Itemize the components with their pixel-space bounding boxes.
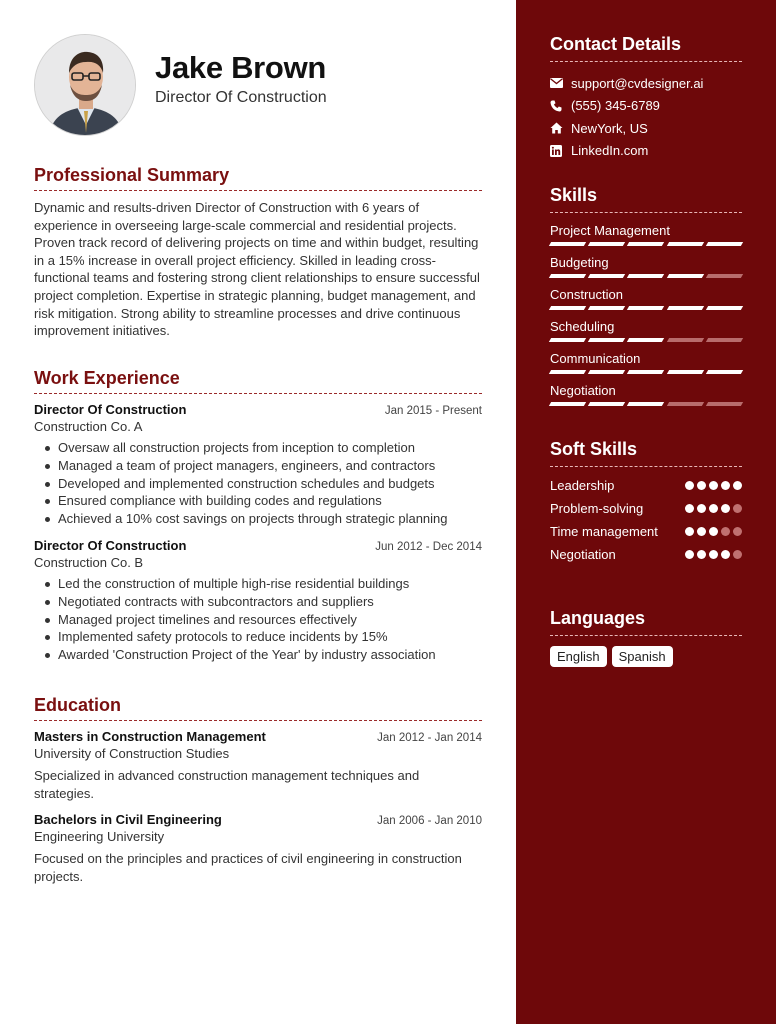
soft-skill-row bbox=[550, 523, 742, 541]
skill-level-segment bbox=[549, 370, 587, 374]
phone-text: (555) 345-6789 bbox=[571, 98, 660, 114]
candidate-name: Jake Brown bbox=[155, 50, 327, 85]
soft-skill-rating bbox=[685, 500, 742, 513]
skill-level-segment bbox=[627, 338, 665, 342]
skill-name: Communication bbox=[550, 351, 641, 366]
experience-section bbox=[34, 368, 482, 664]
skill-name: Project Management bbox=[550, 223, 670, 238]
skill-level-segment bbox=[666, 242, 704, 246]
rating-dot bbox=[697, 481, 706, 490]
section-title-experience: Work Experience bbox=[34, 368, 482, 394]
skill-level-segment bbox=[627, 402, 665, 406]
soft-skill-name: Leadership bbox=[550, 478, 615, 493]
summary-section bbox=[34, 165, 482, 340]
skill-level-segment bbox=[666, 274, 704, 278]
skill-level-segment bbox=[549, 402, 587, 406]
rating-dot bbox=[685, 527, 694, 536]
soft-skills-section bbox=[550, 439, 742, 569]
rating-dot bbox=[685, 504, 694, 513]
skill-level-segment bbox=[666, 338, 704, 342]
section-title-languages: Languages bbox=[550, 608, 742, 636]
degree-title: Bachelors in Civil Engineering bbox=[34, 812, 222, 828]
school-name: Engineering University bbox=[34, 829, 165, 845]
skill-level-segment bbox=[549, 306, 587, 310]
list-item: Achieved a 10% cost savings on projects through strategic planning bbox=[34, 510, 482, 528]
phone-icon bbox=[550, 100, 571, 112]
skill-name: Budgeting bbox=[550, 255, 609, 270]
job-bullets bbox=[34, 439, 482, 528]
contact-location bbox=[550, 117, 742, 140]
rating-dot bbox=[721, 481, 730, 490]
skill-name: Scheduling bbox=[550, 319, 615, 334]
rating-dot bbox=[709, 527, 718, 536]
skill-level-segment bbox=[549, 242, 587, 246]
soft-skill-rating bbox=[685, 546, 742, 559]
rating-dot bbox=[685, 550, 694, 559]
contact-section bbox=[550, 34, 742, 162]
rating-dot bbox=[697, 550, 706, 559]
education-entry bbox=[34, 812, 482, 885]
rating-dot bbox=[709, 504, 718, 513]
linkedin-icon bbox=[550, 145, 571, 157]
location-text: NewYork, US bbox=[571, 120, 648, 136]
rating-dot bbox=[709, 481, 718, 490]
skill-level-segment bbox=[627, 370, 665, 374]
summary-text: Dynamic and results-driven Director of Construction with 6 years of experience in overseeing large-scale commercial and residential projects. Proven track record of delivering projects on time and within budget, resulting in a 15% increase in overall project efficiency. Skilled in leading cross-functional teams and fostering strong client relationships to ensure successful project completion. Expertise in strategic planning, budget management, and risk mitigation. Strong ability to streamline processes and drive continuous improvement initiatives. bbox=[34, 200, 480, 339]
linkedin-text: LinkedIn.com bbox=[571, 143, 649, 159]
education-description: Focused on the principles and practices of civil engineering in construction projects. bbox=[34, 851, 462, 884]
school-name: University of Construction Studies bbox=[34, 746, 230, 761]
rating-dot bbox=[721, 550, 730, 559]
profile-photo bbox=[34, 34, 136, 136]
rating-dot bbox=[721, 527, 730, 536]
skill-level-bar bbox=[550, 370, 742, 374]
resume-header bbox=[34, 0, 482, 150]
skill-level-segment bbox=[627, 306, 665, 310]
job-company: Construction Co. A bbox=[34, 419, 143, 434]
skill-level-segment bbox=[627, 242, 665, 246]
rating-dot bbox=[685, 481, 694, 490]
list-item: Oversaw all construction projects from inception to completion bbox=[34, 439, 482, 457]
education-section bbox=[34, 695, 482, 885]
list-item: Implemented safety protocols to reduce incidents by 15% bbox=[34, 628, 482, 646]
rating-dot bbox=[697, 527, 706, 536]
soft-skill-name: Problem-solving bbox=[550, 501, 644, 516]
list-item: Awarded 'Construction Project of the Year' by industry association bbox=[34, 646, 482, 664]
section-title-summary: Professional Summary bbox=[34, 165, 482, 191]
degree-title: Masters in Construction Management bbox=[34, 729, 266, 744]
language-list bbox=[550, 646, 742, 667]
candidate-role: Director Of Construction bbox=[155, 89, 327, 106]
skill-level-segment bbox=[666, 306, 704, 310]
skill-name: Negotiation bbox=[550, 383, 616, 398]
rating-dot bbox=[697, 504, 706, 513]
soft-skill-name: Time management bbox=[550, 524, 658, 539]
home-icon bbox=[550, 122, 571, 134]
soft-skill-rating bbox=[685, 523, 742, 536]
rating-dot bbox=[721, 504, 730, 513]
job-date: Jan 2015 - Present bbox=[384, 405, 482, 417]
skill-level-segment bbox=[706, 338, 744, 342]
languages-section bbox=[550, 608, 742, 667]
sidebar bbox=[516, 0, 776, 1024]
section-title-skills: Skills bbox=[550, 185, 742, 213]
skill-level-segment bbox=[666, 370, 704, 374]
email-text: support@cvdesigner.ai bbox=[571, 75, 704, 91]
contact-linkedin[interactable] bbox=[550, 140, 742, 163]
job-title: Director Of Construction bbox=[34, 402, 187, 417]
list-item: Developed and implemented construction schedules and budgets bbox=[34, 475, 482, 493]
list-item: Led the construction of multiple high-rise residential buildings bbox=[34, 575, 482, 593]
soft-skill-row bbox=[550, 546, 742, 564]
skill-level-segment bbox=[706, 306, 744, 310]
rating-dot bbox=[709, 550, 718, 559]
contact-email[interactable] bbox=[550, 72, 742, 95]
job-date: Jun 2012 - Dec 2014 bbox=[375, 540, 482, 553]
soft-skill-row bbox=[550, 500, 742, 518]
job-entry bbox=[34, 538, 482, 664]
skill-level-bar bbox=[550, 306, 742, 310]
contact-phone[interactable] bbox=[550, 95, 742, 118]
soft-skills-list bbox=[550, 477, 742, 564]
job-title: Director Of Construction bbox=[34, 537, 187, 553]
skill-level-bar bbox=[550, 274, 742, 278]
soft-skill-name: Negotiation bbox=[550, 547, 616, 562]
skill-level-segment bbox=[588, 306, 626, 310]
skill-level-segment bbox=[588, 274, 626, 278]
language-badge: Spanish bbox=[612, 646, 673, 667]
skill-level-segment bbox=[706, 242, 744, 246]
list-item: Managed a team of project managers, engineers, and contractors bbox=[34, 457, 482, 475]
rating-dot bbox=[733, 527, 742, 536]
skill-level-segment bbox=[549, 338, 587, 342]
skill-level-segment bbox=[588, 370, 626, 374]
skill-level-segment bbox=[588, 242, 626, 246]
skills-section bbox=[550, 185, 742, 415]
job-company: Construction Co. B bbox=[34, 554, 144, 570]
envelope-icon bbox=[550, 78, 571, 88]
job-entry bbox=[34, 402, 482, 528]
list-item: Ensured compliance with building codes and regulations bbox=[34, 492, 482, 510]
rating-dot bbox=[733, 504, 742, 513]
rating-dot bbox=[733, 481, 742, 490]
education-entry bbox=[34, 729, 482, 802]
skill-level-segment bbox=[588, 402, 626, 406]
skill-level-segment bbox=[627, 274, 665, 278]
skills-list bbox=[550, 223, 742, 406]
section-title-contact: Contact Details bbox=[550, 34, 742, 62]
list-item: Managed project timelines and resources effectively bbox=[34, 611, 482, 629]
skill-level-bar bbox=[550, 402, 742, 406]
section-title-soft-skills: Soft Skills bbox=[550, 439, 742, 467]
skill-level-segment bbox=[706, 402, 744, 406]
skill-level-segment bbox=[706, 274, 744, 278]
job-bullets bbox=[34, 575, 482, 664]
skill-level-bar bbox=[550, 338, 742, 342]
language-badge: English bbox=[550, 646, 607, 667]
skill-level-segment bbox=[706, 370, 744, 374]
soft-skill-row bbox=[550, 477, 742, 495]
rating-dot bbox=[733, 550, 742, 559]
skill-name: Construction bbox=[550, 287, 623, 302]
list-item: Negotiated contracts with subcontractors and suppliers bbox=[34, 593, 482, 611]
education-date: Jan 2006 - Jan 2010 bbox=[377, 815, 482, 828]
skill-level-segment bbox=[666, 402, 704, 406]
skill-level-bar bbox=[550, 242, 742, 246]
skill-level-segment bbox=[588, 338, 626, 342]
soft-skill-rating bbox=[685, 477, 742, 490]
education-date: Jan 2012 - Jan 2014 bbox=[377, 732, 482, 744]
section-title-education: Education bbox=[34, 695, 482, 721]
skill-level-segment bbox=[549, 274, 587, 278]
person-icon bbox=[35, 35, 136, 136]
education-description: Specialized in advanced construction management techniques and strategies. bbox=[34, 768, 420, 801]
